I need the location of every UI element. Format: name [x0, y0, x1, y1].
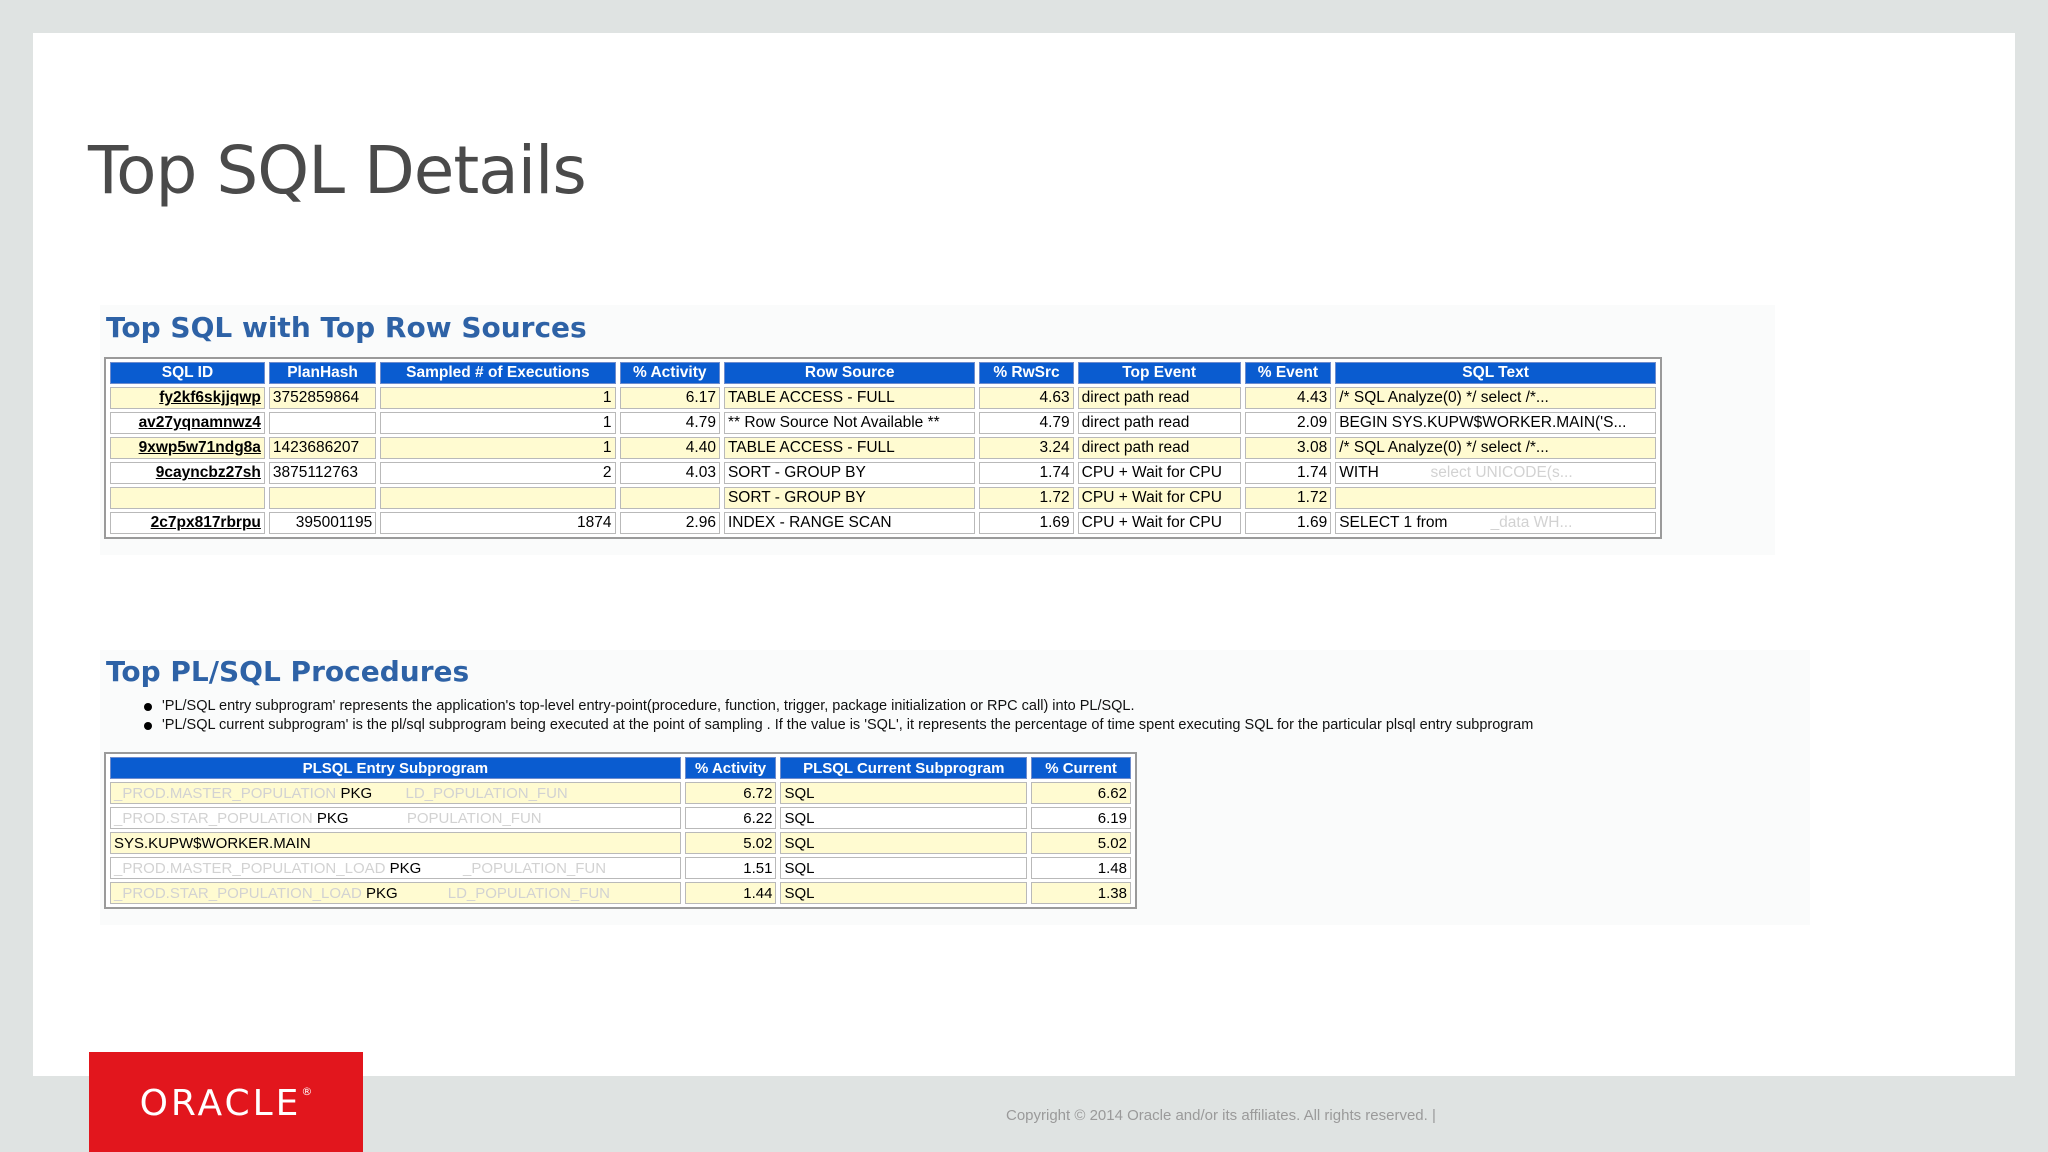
- sql-text-faint: select UNICODE(s...: [1430, 464, 1573, 481]
- table-row: [110, 782, 1131, 804]
- sql-text: [1335, 387, 1656, 409]
- entry-faint-prefix: _PROD.MASTER_POPULATION_LOAD: [114, 859, 386, 877]
- note-item: 'PL/SQL current subprogram' is the pl/sql subprogram being executed at the point of sampling . If the value is 'SQL', it represents the percentage of time spent executing SQL for the particular plsql entry subprogram: [140, 716, 1533, 735]
- row-source: SORT - GROUP BY: [724, 462, 975, 484]
- plsql-activity-pct: 1.51: [685, 857, 777, 879]
- rwsrc-pct: 1.69: [979, 512, 1073, 534]
- entry-subprogram: [110, 807, 681, 829]
- col-executions[interactable]: Sampled # of Executions: [380, 362, 615, 384]
- activity-pct: 4.40: [620, 437, 720, 459]
- top-event: CPU + Wait for CPU: [1078, 512, 1241, 534]
- sql-text-value: WITH: [1339, 464, 1379, 481]
- row-source: TABLE ACCESS - FULL: [724, 387, 975, 409]
- table-row: [110, 437, 1656, 459]
- note-item: 'PL/SQL entry subprogram' represents the application's top-level entry-point(procedure, function, trigger, package initialization or RPC call) into PL/SQL.: [140, 697, 1533, 716]
- table-row: [110, 807, 1131, 829]
- plsql-activity-pct: 6.72: [685, 782, 777, 804]
- table-row: [110, 832, 1131, 854]
- table-row: [110, 462, 1656, 484]
- activity-pct: 6.17: [620, 387, 720, 409]
- executions: 2: [380, 462, 615, 484]
- current-subprogram: SQL: [780, 832, 1027, 854]
- entry-subprogram: [110, 882, 681, 904]
- sql-id-link[interactable]: [110, 487, 265, 509]
- top-event: CPU + Wait for CPU: [1078, 462, 1241, 484]
- entry-subprogram: [110, 832, 681, 854]
- activity-pct: 4.03: [620, 462, 720, 484]
- sql-text-value: SELECT 1 from: [1339, 514, 1448, 531]
- table-row: [110, 857, 1131, 879]
- sql-text-value: BEGIN SYS.KUPW$WORKER.MAIN('S...: [1339, 414, 1627, 431]
- row-source: INDEX - RANGE SCAN: [724, 512, 975, 534]
- plan-hash: 395001195: [269, 512, 376, 534]
- current-subprogram: SQL: [780, 782, 1027, 804]
- sql-text: [1335, 512, 1656, 534]
- sql-text: [1335, 412, 1656, 434]
- sql-text-value: /* SQL Analyze(0) */ select /*...: [1339, 439, 1549, 456]
- entry-faint-suffix: POPULATION_FUN: [406, 809, 542, 827]
- plan-hash: [269, 487, 376, 509]
- oracle-logo-text: [89, 1083, 363, 1124]
- rwsrc-pct: 3.24: [979, 437, 1073, 459]
- row-source: ** Row Source Not Available **: [724, 412, 975, 434]
- plan-hash: 1423686207: [269, 437, 376, 459]
- executions: [380, 487, 615, 509]
- current-pct: 6.19: [1031, 807, 1131, 829]
- executions: 1: [380, 387, 615, 409]
- col-plsql-entry[interactable]: PLSQL Entry Subprogram: [110, 757, 681, 779]
- entry-faint-suffix: _POPULATION_FUN: [463, 859, 607, 877]
- slide-title: Top SQL Details: [88, 132, 586, 209]
- event-pct: 1.72: [1245, 487, 1332, 509]
- top-sql-table: [104, 357, 1662, 539]
- table-row: [110, 487, 1656, 509]
- sql-text-faint: _data WH...: [1490, 514, 1573, 531]
- executions: 1: [380, 437, 615, 459]
- copyright: Copyright © 2014 Oracle and/or its affiliates. All rights reserved. |: [1006, 1107, 1436, 1124]
- event-pct: 4.43: [1245, 387, 1332, 409]
- entry-value: PKG: [366, 884, 398, 902]
- plsql-heading: Top PL/SQL Procedures: [106, 655, 470, 688]
- top-event: direct path read: [1078, 437, 1241, 459]
- entry-faint-suffix: LD_POPULATION_FUN: [405, 784, 568, 802]
- registered-mark: ®: [301, 1085, 313, 1098]
- top-event: direct path read: [1078, 387, 1241, 409]
- col-rwsrc[interactable]: % RwSrc: [979, 362, 1073, 384]
- activity-pct: 4.79: [620, 412, 720, 434]
- table-row: [110, 512, 1656, 534]
- col-plsql-activity[interactable]: % Activity: [685, 757, 777, 779]
- top-event: CPU + Wait for CPU: [1078, 487, 1241, 509]
- current-pct: 6.62: [1031, 782, 1131, 804]
- event-pct: 3.08: [1245, 437, 1332, 459]
- sql-text: [1335, 437, 1656, 459]
- table-row: [110, 412, 1656, 434]
- activity-pct: 2.96: [620, 512, 720, 534]
- entry-subprogram: [110, 857, 681, 879]
- event-pct: 1.69: [1245, 512, 1332, 534]
- plan-hash: [269, 412, 376, 434]
- current-pct: 1.48: [1031, 857, 1131, 879]
- sql-text-value: /* SQL Analyze(0) */ select /*...: [1339, 389, 1549, 406]
- entry-subprogram: [110, 782, 681, 804]
- col-plsql-current[interactable]: PLSQL Current Subprogram: [780, 757, 1027, 779]
- plan-hash: 3875112763: [269, 462, 376, 484]
- sql-id-link[interactable]: 2c7px817rbrpu: [110, 512, 265, 534]
- entry-value: PKG: [389, 859, 422, 877]
- sql-text: [1335, 462, 1656, 484]
- col-event-pct[interactable]: % Event: [1245, 362, 1332, 384]
- col-top-event[interactable]: Top Event: [1078, 362, 1241, 384]
- plsql-notes: [140, 697, 1533, 735]
- sql-text: [1335, 487, 1656, 509]
- col-activity[interactable]: % Activity: [620, 362, 720, 384]
- sql-id-link[interactable]: 9cayncbz27sh: [110, 462, 265, 484]
- plsql-table: [104, 752, 1137, 909]
- entry-faint-suffix: LD_POPULATION_FUN: [447, 884, 610, 902]
- rwsrc-pct: 4.63: [979, 387, 1073, 409]
- entry-faint-prefix: _PROD.MASTER_POPULATION: [114, 784, 337, 802]
- col-sql-id[interactable]: SQL ID: [110, 362, 265, 384]
- oracle-logo: [89, 1052, 363, 1152]
- oracle-wordmark: ORACLE: [139, 1083, 302, 1124]
- executions: 1: [380, 412, 615, 434]
- sql-id-link[interactable]: 9xwp5w71ndg8a: [110, 437, 265, 459]
- entry-value: PKG: [316, 809, 349, 827]
- col-planhash[interactable]: PlanHash: [269, 362, 376, 384]
- rwsrc-pct: 1.72: [979, 487, 1073, 509]
- table-row: [110, 882, 1131, 904]
- rwsrc-pct: 1.74: [979, 462, 1073, 484]
- current-pct: 1.38: [1031, 882, 1131, 904]
- activity-pct: [620, 487, 720, 509]
- plsql-activity-pct: 6.22: [685, 807, 777, 829]
- event-pct: 2.09: [1245, 412, 1332, 434]
- col-plsql-current-pct[interactable]: % Current: [1031, 757, 1131, 779]
- sql-id-link[interactable]: fy2kf6skjjqwp: [110, 387, 265, 409]
- col-sql-text[interactable]: SQL Text: [1335, 362, 1656, 384]
- current-subprogram: SQL: [780, 857, 1027, 879]
- entry-value: PKG: [340, 784, 373, 802]
- row-source: SORT - GROUP BY: [724, 487, 975, 509]
- current-pct: 5.02: [1031, 832, 1131, 854]
- executions: 1874: [380, 512, 615, 534]
- plsql-activity-pct: 1.44: [685, 882, 777, 904]
- table-row: [110, 387, 1656, 409]
- plsql-activity-pct: 5.02: [685, 832, 777, 854]
- current-subprogram: SQL: [780, 807, 1027, 829]
- event-pct: 1.74: [1245, 462, 1332, 484]
- sql-id-link[interactable]: av27yqnamnwz4: [110, 412, 265, 434]
- col-row-source[interactable]: Row Source: [724, 362, 975, 384]
- top-event: direct path read: [1078, 412, 1241, 434]
- top-sql-heading: Top SQL with Top Row Sources: [106, 311, 587, 344]
- entry-faint-prefix: _PROD.STAR_POPULATION: [114, 809, 313, 827]
- row-source: TABLE ACCESS - FULL: [724, 437, 975, 459]
- plan-hash: 3752859864: [269, 387, 376, 409]
- entry-value: SYS.KUPW$WORKER.MAIN: [114, 834, 311, 852]
- current-subprogram: SQL: [780, 882, 1027, 904]
- rwsrc-pct: 4.79: [979, 412, 1073, 434]
- entry-faint-prefix: _PROD.STAR_POPULATION_LOAD: [114, 884, 362, 902]
